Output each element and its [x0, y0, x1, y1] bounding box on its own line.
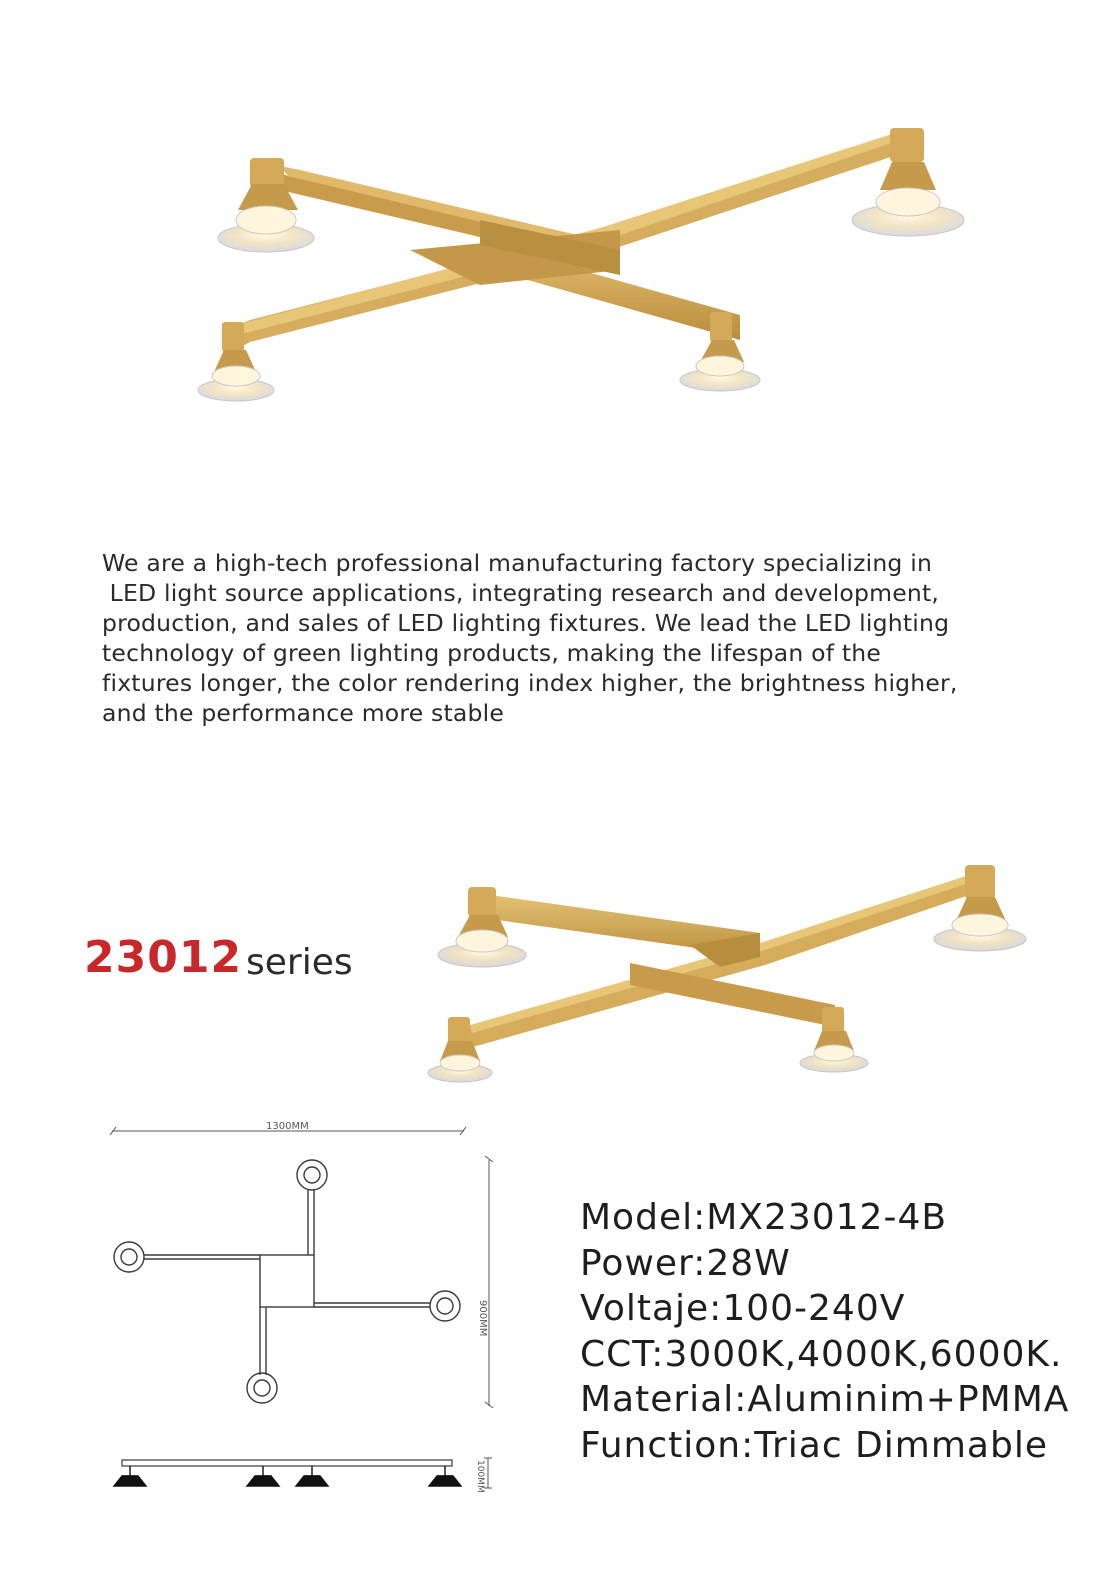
intro-line: fixtures longer, the color rendering index higher, the brightness higher, — [102, 669, 958, 697]
spec-material: Material:Aluminim+PMMA — [580, 1379, 1070, 1420]
series-word: series — [246, 942, 353, 983]
side-lamp-illustration — [420, 855, 1060, 1085]
lamp-head — [934, 865, 1026, 951]
series-code: 23012 — [84, 932, 243, 983]
hero-lamp-illustration — [180, 110, 980, 420]
spec-list — [580, 1195, 1069, 1468]
spec-model: Model:MX23012-4B — [580, 1197, 948, 1238]
height-dimension: 100MM — [475, 1460, 485, 1493]
intro-line: We are a high-tech professional manufacturing factory specializing in — [102, 549, 933, 577]
intro-paragraph — [102, 548, 1002, 728]
depth-dimension: 900MM — [477, 1300, 488, 1337]
intro-line: production, and sales of LED lighting fixtures. We lead the LED lighting — [102, 609, 950, 637]
technical-drawing — [100, 1110, 520, 1510]
spec-power: Power:28W — [580, 1242, 791, 1284]
intro-line: and the performance more stable — [102, 699, 504, 727]
width-dimension: 1300MM — [266, 1121, 309, 1132]
intro-line: technology of green lighting products, making the lifespan of the — [102, 639, 882, 667]
intro-line: LED light source applications, integrating research and development, — [102, 579, 940, 607]
spec-function: Function:Triac Dimmable — [580, 1424, 1048, 1466]
spec-cct: CCT:3000K,4000K,6000K. — [580, 1333, 1063, 1375]
spec-voltage: Voltaje:100-240V — [580, 1288, 906, 1329]
